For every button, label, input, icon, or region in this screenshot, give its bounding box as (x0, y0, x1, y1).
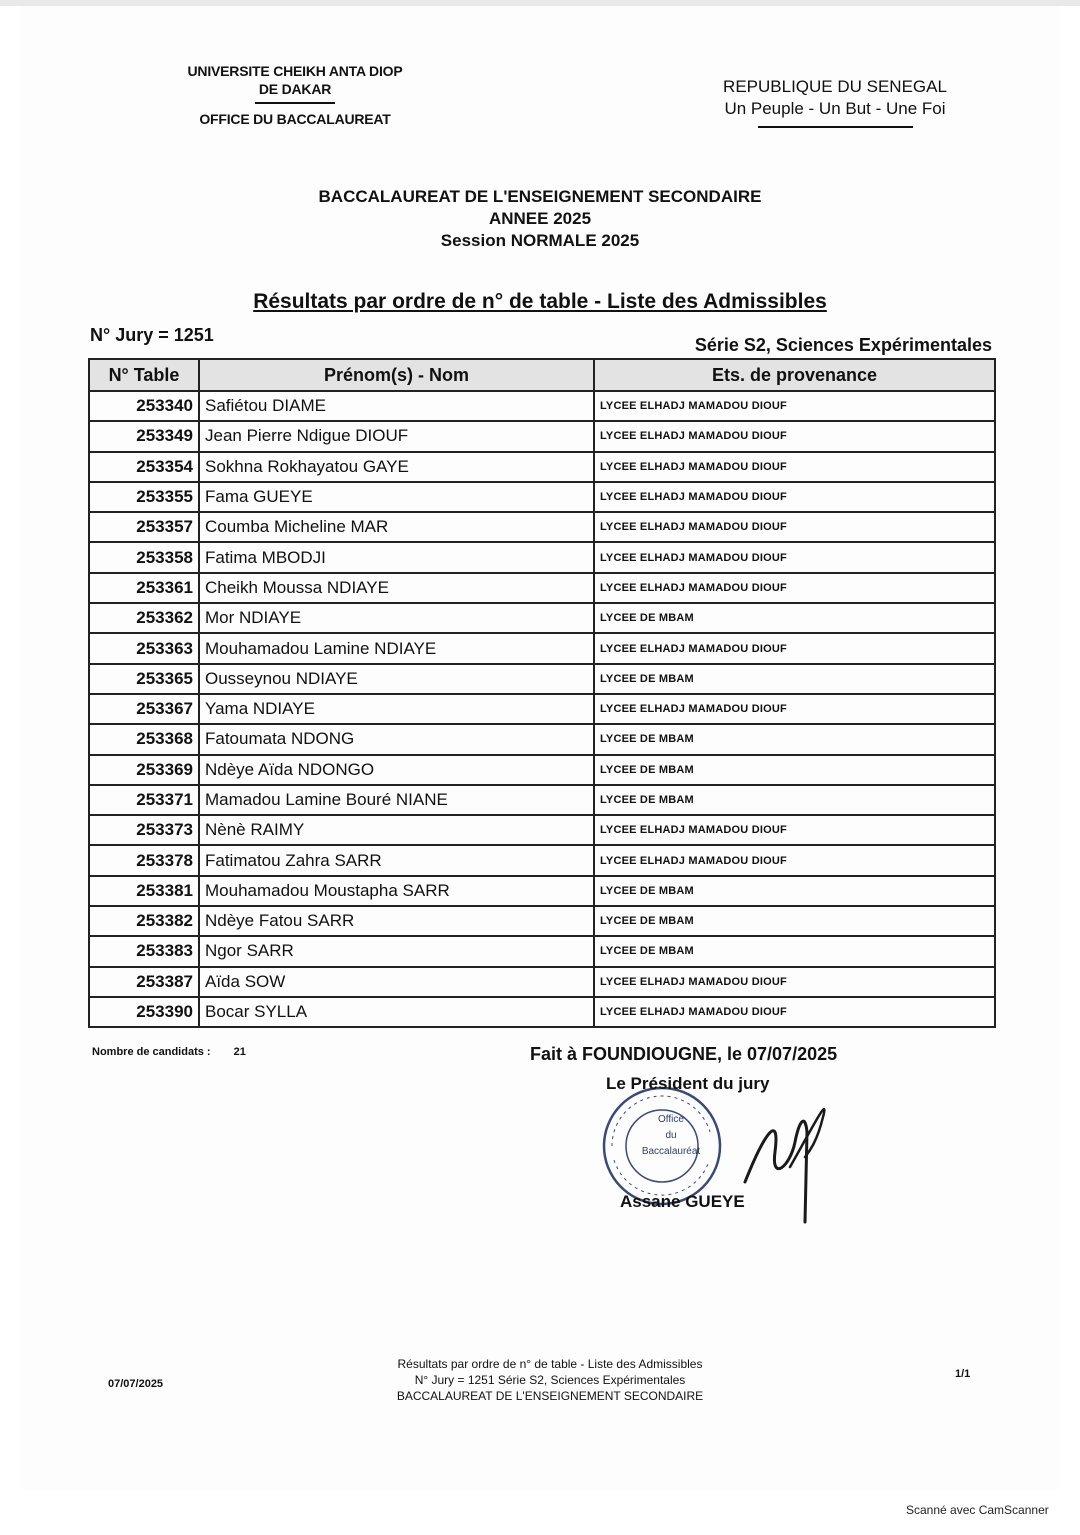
serie-label: Série S2, Sciences Expérimentales (694, 335, 992, 355)
table-row (89, 633, 995, 663)
candidate-name-cell: Bocar SYLLA (199, 997, 594, 1027)
stamp-line-2: du (665, 1130, 677, 1141)
school-cell: LYCEE DE MBAM (594, 603, 995, 633)
candidates-count-label: Nombre de candidats : (92, 1046, 211, 1058)
country-header (690, 76, 980, 128)
results-title: Résultats par ordre de n° de table - Liste des Admissibles (253, 290, 827, 313)
table-row (89, 906, 995, 936)
footer-line-2: N° Jury = 1251 Série S2, Sciences Expérimentales (414, 1373, 686, 1387)
header-divider (255, 102, 335, 104)
jury-number: N° Jury = 1251 (90, 325, 214, 345)
table-row (89, 876, 995, 906)
candidate-name-cell: Aïda SOW (199, 967, 594, 997)
scanner-watermark: Scanné avec CamScanner (906, 1503, 1049, 1517)
table-number-cell: 253340 (89, 391, 199, 421)
table-number-cell: 253368 (89, 724, 199, 754)
candidate-name-cell: Nènè RAIMY (199, 815, 594, 845)
table-row (89, 573, 995, 603)
candidate-name-cell: Yama NDIAYE (199, 694, 594, 724)
candidate-name-cell: Sokhna Rokhayatou GAYE (199, 452, 594, 482)
exam-title: BACCALAUREAT DE L'ENSEIGNEMENT SECONDAIRE (318, 187, 762, 206)
footer-date: 07/07/2025 (108, 1378, 164, 1390)
university-name-line1: UNIVERSITE CHEIKH ANTA DIOP (187, 63, 403, 79)
exam-title-block (280, 186, 800, 252)
candidate-name-cell: Mamadou Lamine Bouré NIANE (199, 785, 594, 815)
stamp-line-3: Baccalauréat (641, 1146, 701, 1157)
table-row (89, 391, 995, 421)
school-cell: LYCEE DE MBAM (594, 936, 995, 966)
table-row (89, 755, 995, 785)
candidates-count (92, 1046, 246, 1058)
table-header-row (89, 359, 995, 391)
exam-year: ANNEE 2025 (488, 209, 592, 228)
table-row (89, 967, 995, 997)
school-cell: LYCEE ELHADJ MAMADOU DIOUF (594, 421, 995, 451)
table-number-cell: 253383 (89, 936, 199, 966)
national-motto: Un Peuple - Un But - Une Foi (724, 99, 946, 118)
table-row (89, 512, 995, 542)
candidate-name-cell: Mouhamadou Moustapha SARR (199, 876, 594, 906)
school-cell: LYCEE DE MBAM (594, 664, 995, 694)
table-row (89, 815, 995, 845)
school-cell: LYCEE ELHADJ MAMADOU DIOUF (594, 391, 995, 421)
school-cell: LYCEE ELHADJ MAMADOU DIOUF (594, 542, 995, 572)
institution-header (150, 62, 440, 128)
table-row (89, 664, 995, 694)
stamp-line-1: Office (658, 1114, 684, 1125)
school-cell: LYCEE ELHADJ MAMADOU DIOUF (594, 845, 995, 875)
stamp-inner-text (640, 1112, 702, 1160)
candidate-name-cell: Fama GUEYE (199, 482, 594, 512)
country-name: REPUBLIQUE DU SENEGAL (723, 77, 947, 96)
table-number-cell: 253369 (89, 755, 199, 785)
table-row (89, 482, 995, 512)
candidate-name-cell: Cheikh Moussa NDIAYE (199, 573, 594, 603)
school-cell: LYCEE ELHADJ MAMADOU DIOUF (594, 967, 995, 997)
table-row (89, 997, 995, 1027)
column-header-name: Prénom(s) - Nom (199, 359, 594, 391)
table-number-cell: 253363 (89, 633, 199, 663)
table-number-cell: 253365 (89, 664, 199, 694)
school-cell: LYCEE DE MBAM (594, 906, 995, 936)
table-number-cell: 253357 (89, 512, 199, 542)
school-cell: LYCEE ELHADJ MAMADOU DIOUF (594, 694, 995, 724)
school-cell: LYCEE ELHADJ MAMADOU DIOUF (594, 633, 995, 663)
footer-line-1: Résultats par ordre de n° de table - Liste des Admissibles (397, 1357, 703, 1371)
table-row (89, 542, 995, 572)
candidate-name-cell: Ngor SARR (199, 936, 594, 966)
table-row (89, 694, 995, 724)
candidate-name-cell: Safiétou DIAME (199, 391, 594, 421)
school-cell: LYCEE DE MBAM (594, 724, 995, 754)
school-cell: LYCEE DE MBAM (594, 755, 995, 785)
candidate-name-cell: Coumba Micheline MAR (199, 512, 594, 542)
footer-line-3: BACCALAUREAT DE L'ENSEIGNEMENT SECONDAIRE (396, 1389, 704, 1403)
table-number-cell: 253362 (89, 603, 199, 633)
exam-session: Session NORMALE 2025 (440, 231, 640, 250)
school-cell: LYCEE DE MBAM (594, 785, 995, 815)
table-number-cell: 253358 (89, 542, 199, 572)
motto-divider (758, 126, 913, 128)
candidate-name-cell: Fatima MBODJI (199, 542, 594, 572)
table-row (89, 421, 995, 451)
school-cell: LYCEE DE MBAM (594, 876, 995, 906)
table-number-cell: 253382 (89, 906, 199, 936)
candidate-name-cell: Fatoumata NDONG (199, 724, 594, 754)
table-number-cell: 253378 (89, 845, 199, 875)
candidate-name-cell: Ndèye Fatou SARR (199, 906, 594, 936)
handwritten-signature-icon (735, 1072, 845, 1232)
candidates-count-value: 21 (233, 1046, 246, 1058)
table-row (89, 936, 995, 966)
table-number-cell: 253387 (89, 967, 199, 997)
jury-president-name: Assane GUEYE (620, 1192, 745, 1211)
school-cell: LYCEE ELHADJ MAMADOU DIOUF (594, 997, 995, 1027)
candidate-name-cell: Ndèye Aïda NDONGO (199, 755, 594, 785)
school-cell: LYCEE ELHADJ MAMADOU DIOUF (594, 815, 995, 845)
jury-president-role: Le Président du jury (606, 1074, 770, 1093)
candidate-name-cell: Ousseynou NDIAYE (199, 664, 594, 694)
table-row (89, 603, 995, 633)
office-name: OFFICE DU BACCALAUREAT (199, 111, 391, 127)
table-number-cell: 253371 (89, 785, 199, 815)
results-table (88, 358, 996, 1028)
table-number-cell: 253361 (89, 573, 199, 603)
candidate-name-cell: Jean Pierre Ndigue DIOUF (199, 421, 594, 451)
column-header-table-number: N° Table (89, 359, 199, 391)
table-number-cell: 253381 (89, 876, 199, 906)
table-number-cell: 253373 (89, 815, 199, 845)
candidate-name-cell: Fatimatou Zahra SARR (199, 845, 594, 875)
place-and-date: Fait à FOUNDIOUGNE, le 07/07/2025 (530, 1044, 838, 1064)
candidate-name-cell: Mor NDIAYE (199, 603, 594, 633)
table-number-cell: 253354 (89, 452, 199, 482)
candidate-name-cell: Mouhamadou Lamine NDIAYE (199, 633, 594, 663)
page-number: 1/1 (955, 1368, 971, 1380)
table-row (89, 452, 995, 482)
school-cell: LYCEE ELHADJ MAMADOU DIOUF (594, 452, 995, 482)
table-number-cell: 253390 (89, 997, 199, 1027)
table-number-cell: 253367 (89, 694, 199, 724)
table-number-cell: 253349 (89, 421, 199, 451)
table-row (89, 845, 995, 875)
school-cell: LYCEE ELHADJ MAMADOU DIOUF (594, 573, 995, 603)
school-cell: LYCEE ELHADJ MAMADOU DIOUF (594, 482, 995, 512)
table-row (89, 724, 995, 754)
school-cell: LYCEE ELHADJ MAMADOU DIOUF (594, 512, 995, 542)
column-header-school: Ets. de provenance (594, 359, 995, 391)
footer-summary (330, 1356, 770, 1404)
university-name-line2: DE DAKAR (258, 81, 332, 97)
table-number-cell: 253355 (89, 482, 199, 512)
table-row (89, 785, 995, 815)
